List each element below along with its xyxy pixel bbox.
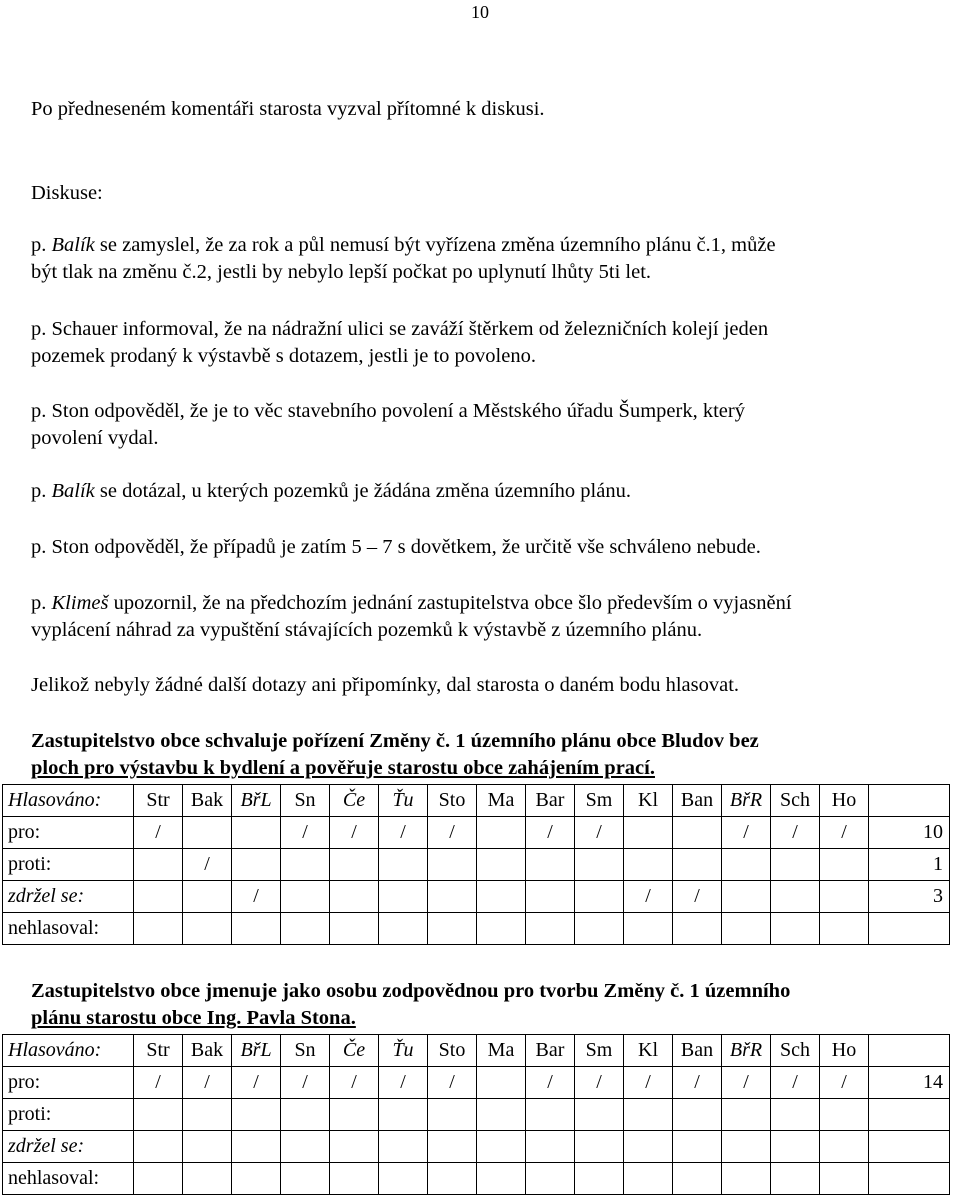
member-header: Ban xyxy=(673,1035,722,1067)
vote-cell xyxy=(526,849,575,881)
vote-cell xyxy=(330,1163,379,1195)
vote-cell: / xyxy=(722,817,771,849)
vote-cell: / xyxy=(183,849,232,881)
vote-cell xyxy=(330,849,379,881)
member-header: Bak xyxy=(183,785,232,817)
vote-total xyxy=(869,1131,950,1163)
vote-cell xyxy=(575,881,624,913)
vote-cell: / xyxy=(379,817,428,849)
vote-cell: / xyxy=(575,817,624,849)
vote-cell xyxy=(232,1131,281,1163)
vote-header-label: Hlasováno: xyxy=(3,1035,134,1067)
vote-cell xyxy=(673,849,722,881)
vote-cell xyxy=(771,1131,820,1163)
discussion-item-klimes xyxy=(31,590,931,644)
vote-cell xyxy=(771,881,820,913)
vote-cell xyxy=(575,1131,624,1163)
vote-cell: / xyxy=(379,1067,428,1099)
vote-cell xyxy=(183,1099,232,1131)
vote-cell xyxy=(330,1099,379,1131)
vote-cell xyxy=(771,849,820,881)
member-header: Ťu xyxy=(379,785,428,817)
vote-cell xyxy=(624,1163,673,1195)
vote-cell xyxy=(232,1163,281,1195)
member-header: Bar xyxy=(526,1035,575,1067)
member-header: Sch xyxy=(771,785,820,817)
vote-total: 3 xyxy=(869,881,950,913)
vote-cell xyxy=(183,1163,232,1195)
vote-cell xyxy=(673,913,722,945)
vote-cell: / xyxy=(134,817,183,849)
vote-cell xyxy=(624,817,673,849)
vote-cell xyxy=(771,1099,820,1131)
vote-cell xyxy=(673,1163,722,1195)
vote-cell xyxy=(134,849,183,881)
vote-cell xyxy=(183,913,232,945)
vote-row-proti xyxy=(3,849,950,881)
vote-row-label: nehlasoval: xyxy=(3,913,134,945)
vote-row-label: nehlasoval: xyxy=(3,1163,134,1195)
vote-cell xyxy=(134,1131,183,1163)
discussion-item-ston-2 xyxy=(31,534,931,561)
vote-cell xyxy=(134,1163,183,1195)
vote-cell: / xyxy=(330,817,379,849)
page-number: 10 xyxy=(471,2,489,22)
vote-row-label: pro: xyxy=(3,1067,134,1099)
vote-total xyxy=(869,1163,950,1195)
vote-cell xyxy=(281,881,330,913)
vote-cell xyxy=(526,1099,575,1131)
vote-cell: / xyxy=(183,1067,232,1099)
vote-cell xyxy=(281,1163,330,1195)
vote-cell xyxy=(673,1099,722,1131)
member-header: Sm xyxy=(575,1035,624,1067)
vote-cell xyxy=(477,1163,526,1195)
vote-cell xyxy=(379,849,428,881)
vote-cell xyxy=(232,817,281,849)
vote-cell xyxy=(232,849,281,881)
vote-cell xyxy=(526,913,575,945)
vote-cell xyxy=(281,913,330,945)
vote-cell xyxy=(477,881,526,913)
discussion-item-ston-1 xyxy=(31,398,931,452)
speaker-text-line2: vyplácení náhrad za vypuštění stávajících pozemků k výstavbě z územního plánu. xyxy=(31,619,703,641)
member-header: Sch xyxy=(771,1035,820,1067)
vote-cell: / xyxy=(232,881,281,913)
member-header: Sto xyxy=(428,1035,477,1067)
vote-cell xyxy=(134,881,183,913)
vote-cell xyxy=(722,881,771,913)
vote-cell xyxy=(428,881,477,913)
vote-row-nehlasoval xyxy=(3,913,950,945)
vote-cell xyxy=(330,913,379,945)
speaker-text-line2: pozemek prodaný k výstavbě s dotazem, jestli je to povoleno. xyxy=(31,345,536,367)
member-header: Sn xyxy=(281,1035,330,1067)
speaker-text: se dotázal, u kterých pozemků je žádána změna územního plánu. xyxy=(94,480,631,502)
member-header: Str xyxy=(134,785,183,817)
vote-cell: / xyxy=(771,817,820,849)
member-header: BřR xyxy=(722,1035,771,1067)
vote-row-pro xyxy=(3,817,950,849)
vote-cell xyxy=(281,849,330,881)
member-header: Str xyxy=(134,1035,183,1067)
vote-cell xyxy=(379,913,428,945)
vote-row-nehlasoval xyxy=(3,1163,950,1195)
resolution-1-line2: ploch pro výstavbu k bydlení a pověřuje starostu obce zahájením prací. xyxy=(31,757,655,779)
vote-cell xyxy=(820,1099,869,1131)
vote-cell: / xyxy=(281,817,330,849)
vote-table-1 xyxy=(2,784,950,945)
vote-cell xyxy=(820,1163,869,1195)
closing-text: Jelikož nebyly žádné další dotazy ani připomínky, dal starosta o daném bodu hlasovat. xyxy=(31,674,740,696)
vote-cell: / xyxy=(673,881,722,913)
vote-cell: / xyxy=(771,1067,820,1099)
vote-table-2 xyxy=(2,1034,950,1195)
vote-cell xyxy=(281,1099,330,1131)
resolution-1-line1: Zastupitelstvo obce schvaluje pořízení Změny č. 1 územního plánu obce Bludov bez xyxy=(31,730,759,752)
vote-cell xyxy=(330,881,379,913)
member-header: Ma xyxy=(477,785,526,817)
member-header: BřR xyxy=(722,785,771,817)
vote-cell xyxy=(379,1099,428,1131)
member-header: BřL xyxy=(232,785,281,817)
vote-cell xyxy=(575,1099,624,1131)
vote-cell xyxy=(428,1163,477,1195)
vote-cell xyxy=(477,849,526,881)
member-header: Ma xyxy=(477,1035,526,1067)
resolution-2-line1: Zastupitelstvo obce jmenuje jako osobu zodpovědnou pro tvorbu Změny č. 1 územního xyxy=(31,980,791,1002)
vote-cell: / xyxy=(575,1067,624,1099)
vote-cell xyxy=(428,849,477,881)
vote-cell xyxy=(624,913,673,945)
vote-row-proti xyxy=(3,1099,950,1131)
vote-header-row xyxy=(3,785,950,817)
member-header: Sm xyxy=(575,785,624,817)
vote-cell xyxy=(820,849,869,881)
vote-cell xyxy=(722,1099,771,1131)
member-header: Ho xyxy=(820,1035,869,1067)
vote-cell: / xyxy=(624,881,673,913)
vote-cell: / xyxy=(722,1067,771,1099)
vote-cell xyxy=(183,817,232,849)
vote-cell xyxy=(477,817,526,849)
discussion-heading: Diskuse: xyxy=(31,182,103,204)
vote-cell xyxy=(134,913,183,945)
member-header: Bak xyxy=(183,1035,232,1067)
speaker-text: upozornil, že na předchozím jednání zastupitelstva obce šlo především o vyjasnění xyxy=(108,592,792,614)
vote-cell xyxy=(477,1131,526,1163)
vote-cell xyxy=(526,1163,575,1195)
resolution-1 xyxy=(31,728,931,782)
speaker-prefix: p. Schauer xyxy=(31,318,118,340)
resolution-2-line2: plánu starostu obce Ing. Pavla Stona. xyxy=(31,1007,356,1029)
vote-cell xyxy=(624,849,673,881)
vote-row-label: proti: xyxy=(3,1099,134,1131)
vote-cell xyxy=(330,1131,379,1163)
vote-cell xyxy=(771,1163,820,1195)
speaker-prefix: p. xyxy=(31,480,52,502)
vote-cell xyxy=(575,1163,624,1195)
speaker-name: Klimeš xyxy=(51,592,109,614)
member-header: Ban xyxy=(673,785,722,817)
vote-total: 14 xyxy=(869,1067,950,1099)
vote-row-label: pro: xyxy=(3,817,134,849)
discussion-item-schauer xyxy=(31,316,931,370)
vote-cell xyxy=(771,913,820,945)
vote-cell xyxy=(673,817,722,849)
member-header: Ho xyxy=(820,785,869,817)
vote-row-zdrzel xyxy=(3,1131,950,1163)
vote-cell xyxy=(183,881,232,913)
vote-cell: / xyxy=(232,1067,281,1099)
vote-cell: / xyxy=(428,1067,477,1099)
speaker-text: odpověděl, že je to věc stavebního povolení a Městského úřadu Šumperk, který xyxy=(89,400,745,422)
vote-cell xyxy=(379,1163,428,1195)
vote-cell xyxy=(722,1131,771,1163)
speaker-prefix: p. Ston xyxy=(31,536,90,558)
speaker-text: se zamyslel, že za rok a půl nemusí být vyřízena změna územního plánu č.1, může xyxy=(94,234,776,256)
vote-cell: / xyxy=(330,1067,379,1099)
vote-cell: / xyxy=(428,817,477,849)
vote-row-label: proti: xyxy=(3,849,134,881)
vote-header-row xyxy=(3,1035,950,1067)
member-header: Če xyxy=(330,1035,379,1067)
vote-cell xyxy=(183,1131,232,1163)
vote-cell: / xyxy=(624,1067,673,1099)
total-header xyxy=(869,1035,950,1067)
vote-cell xyxy=(526,1131,575,1163)
vote-header-label: Hlasováno: xyxy=(3,785,134,817)
vote-row-label: zdržel se: xyxy=(3,881,134,913)
discussion-item-balik-1 xyxy=(31,232,931,286)
speaker-text-line2: být tlak na změnu č.2, jestli by nebylo lepší počkat po uplynutí lhůty 5ti let. xyxy=(31,261,652,283)
total-header xyxy=(869,785,950,817)
member-header: Kl xyxy=(624,1035,673,1067)
vote-cell xyxy=(428,913,477,945)
member-header: Kl xyxy=(624,785,673,817)
vote-cell: / xyxy=(526,1067,575,1099)
member-header: Sn xyxy=(281,785,330,817)
vote-cell: / xyxy=(673,1067,722,1099)
vote-row-label: zdržel se: xyxy=(3,1131,134,1163)
discussion-item-balik-2 xyxy=(31,478,931,505)
member-header: Če xyxy=(330,785,379,817)
vote-cell xyxy=(526,881,575,913)
vote-cell: / xyxy=(281,1067,330,1099)
vote-cell xyxy=(281,1131,330,1163)
speaker-name: Balík xyxy=(51,480,95,502)
vote-cell: / xyxy=(820,1067,869,1099)
member-header: Sto xyxy=(428,785,477,817)
member-header: BřL xyxy=(232,1035,281,1067)
speaker-text-line2: povolení vydal. xyxy=(31,427,159,449)
vote-cell xyxy=(477,1067,526,1099)
vote-cell xyxy=(379,1131,428,1163)
vote-cell xyxy=(428,1131,477,1163)
vote-cell xyxy=(428,1099,477,1131)
vote-total xyxy=(869,1099,950,1131)
vote-cell xyxy=(722,849,771,881)
speaker-prefix: p. xyxy=(31,592,52,614)
vote-total: 1 xyxy=(869,849,950,881)
vote-row-pro xyxy=(3,1067,950,1099)
vote-cell xyxy=(673,1131,722,1163)
vote-cell xyxy=(820,881,869,913)
vote-cell xyxy=(477,1099,526,1131)
speaker-prefix: p. xyxy=(31,234,52,256)
member-header: Bar xyxy=(526,785,575,817)
vote-cell xyxy=(820,1131,869,1163)
vote-cell xyxy=(232,1099,281,1131)
vote-cell: / xyxy=(820,817,869,849)
member-header: Ťu xyxy=(379,1035,428,1067)
intro-text: Po předneseném komentáři starosta vyzval přítomné k diskusi. xyxy=(31,98,545,120)
vote-cell xyxy=(624,1131,673,1163)
speaker-text: informoval, že na nádražní ulici se zaváží štěrkem od železničních kolejí jeden xyxy=(117,318,769,340)
vote-cell xyxy=(379,881,428,913)
vote-cell xyxy=(722,913,771,945)
vote-cell xyxy=(575,849,624,881)
vote-total xyxy=(869,913,950,945)
vote-cell xyxy=(820,913,869,945)
speaker-text: odpověděl, že případů je zatím 5 – 7 s dovětkem, že určitě vše schváleno nebude. xyxy=(89,536,761,558)
vote-cell: / xyxy=(526,817,575,849)
vote-row-zdrzel xyxy=(3,881,950,913)
resolution-2 xyxy=(31,978,931,1032)
vote-cell: / xyxy=(134,1067,183,1099)
vote-cell xyxy=(722,1163,771,1195)
speaker-name: Balík xyxy=(51,234,95,256)
vote-total: 10 xyxy=(869,817,950,849)
vote-cell xyxy=(575,913,624,945)
vote-cell xyxy=(477,913,526,945)
speaker-prefix: p. Ston xyxy=(31,400,90,422)
vote-cell xyxy=(134,1099,183,1131)
vote-cell xyxy=(232,913,281,945)
vote-cell xyxy=(624,1099,673,1131)
